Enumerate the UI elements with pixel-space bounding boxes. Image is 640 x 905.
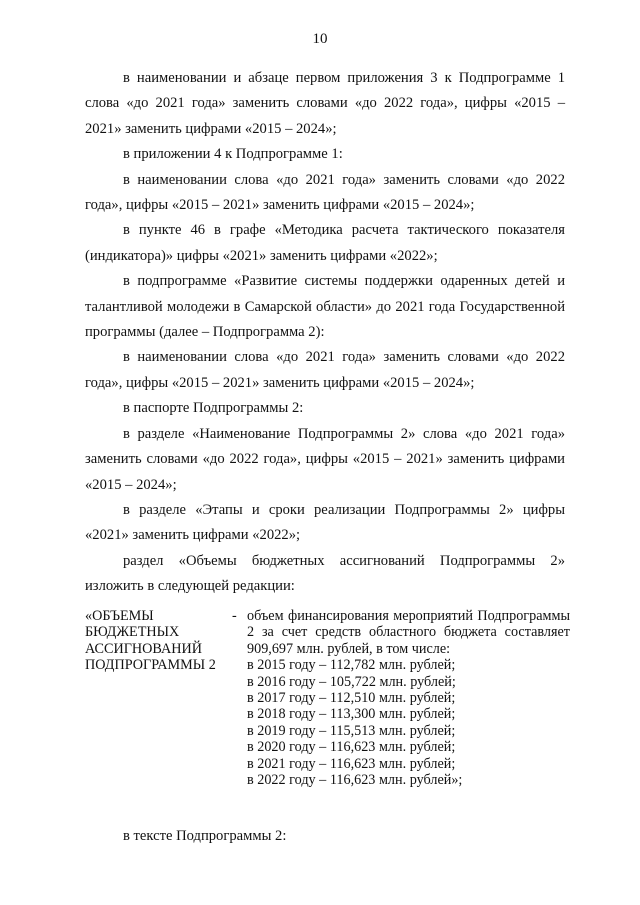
paragraph-subprogram-2-title: в наименовании слова «до 2021 года» заменить словами «до 2022 года», цифры «2015 – 2021» заменить цифрами «2015 – 2024»; [85,349,565,391]
year-line: в 2020 году – 116,623 млн. рублей; [247,739,456,756]
paragraph-subprogram-2: в подпрограмме «Развитие системы поддержки одаренных детей и талантливой молодежи в Самарской области» до 2021 года Государственной программы (далее – Подпрограмма 2): [85,273,565,341]
heading-line: АССИГНОВАНИЙ [85,640,202,657]
year-line: в 2019 году – 115,513 млн. рублей; [247,722,456,739]
heading-line: БЮДЖЕТНЫХ [85,624,180,641]
paragraph-section-name: в разделе «Наименование Подпрограммы 2» слова «до 2021 года» заменить словами «до 2022 года», цифры «2015 – 2021» заменить цифрами «2015 – 2024»; [85,425,565,493]
paragraph-passport: в паспорте Подпрограммы 2: [123,400,304,417]
heading-line: ПОДПРОГРАММЫ 2 [85,657,216,674]
paragraph-section-budget: раздел «Объемы бюджетных ассигнований Подпрограммы 2» изложить в следующей редакции: [85,552,565,595]
paragraph-appendix-4: в приложении 4 к Подпрограмме 1: [123,146,343,163]
paragraph-section-stages: в разделе «Этапы и сроки реализации Подпрограммы 2» цифры «2021» заменить цифрами «2022»; [85,501,565,544]
year-line: в 2018 году – 113,300 млн. рублей; [247,706,456,723]
heading-line: «ОБЪЕМЫ [85,608,154,624]
closing-line: в тексте Подпрограммы 2: [123,828,287,844]
budget-table-content [247,608,570,788]
page-number: 10 [312,31,328,47]
year-line: в 2017 году – 112,510 млн. рублей; [247,690,456,707]
year-line: в 2021 году – 116,623 млн. рублей; [247,755,456,772]
year-line: в 2022 году – 116,623 млн. рублей»; [247,772,463,789]
year-line: в 2016 году – 105,722 млн. рублей; [247,673,456,690]
budget-table-heading [85,608,235,674]
paragraph-item-46: в пункте 46 в графе «Методика расчета тактического показателя (индикатора)» цифры «2021» заменить цифрами «2022»; [85,222,565,264]
table-dash: - [232,608,237,624]
paragraph-appendix-3: в наименовании и абзаце первом приложения 3 к Подпрограмме 1 слова «до 2021 года» заменить словами «до 2022 года», цифры «2015 – 2021» заменить цифрами «2015 – 2024»; [85,70,565,137]
budget-intro: объем финансирования мероприятий Подпрограммы 2 за счет средств областного бюджета составляет 909,697 млн. рублей, в том числе: [247,608,570,657]
document-body [85,66,565,600]
paragraph-appendix-4-title: в наименовании слова «до 2021 года» заменить словами «до 2022 года», цифры «2015 – 2021» заменить цифрами «2015 – 2024»; [85,171,565,214]
year-line: в 2015 году – 112,782 млн. рублей; [247,657,456,674]
